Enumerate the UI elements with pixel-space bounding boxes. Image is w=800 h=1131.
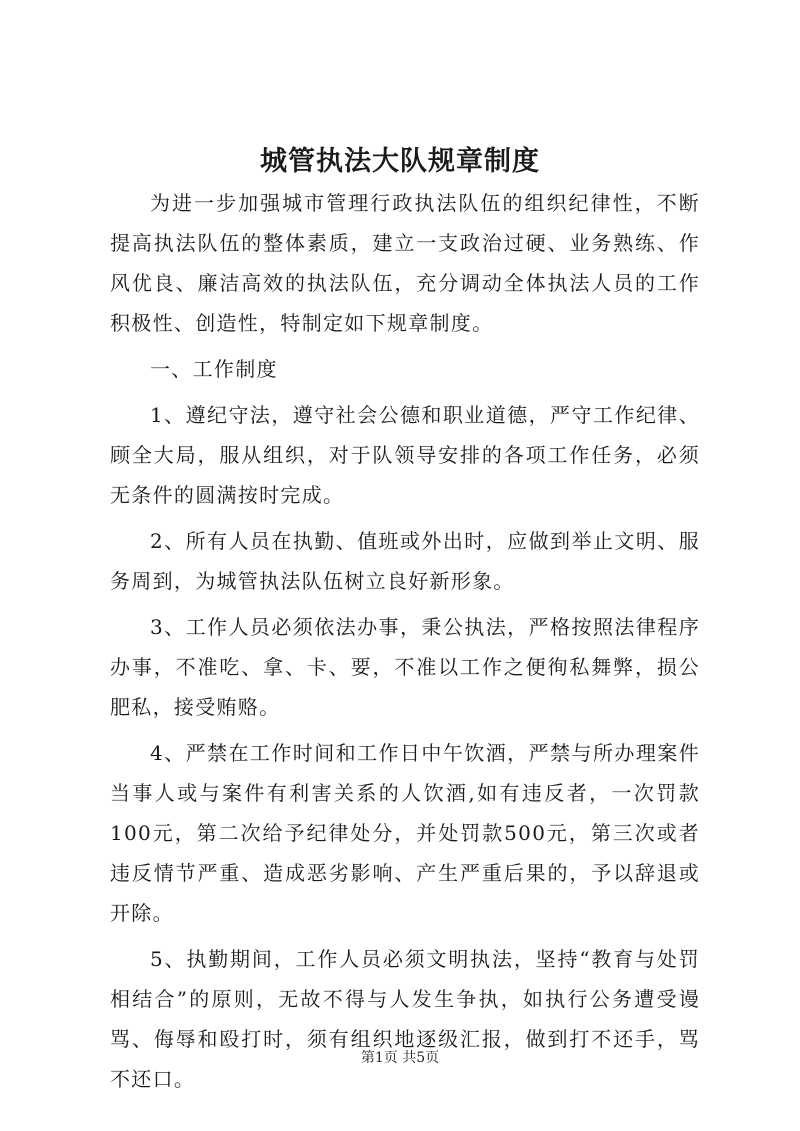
document-body [110,183,700,1105]
rule-2-paragraph: 2、所有人员在执勤、值班或外出时，应做到举止文明、服务周到，为城管执法队伍树立良好新形象。 [110,529,700,593]
page-footer: 第1页 共5页 [360,1050,440,1066]
intro-paragraph: 为进一步加强城市管理行政执法队伍的组织纪律性，不断提高执法队伍的整体素质，建立一支政治过硬、业务熟练、作风优良、廉洁高效的执法队伍，充分调动全体执法人员的工作积极性、创造性，特制定如下规章制度。 [110,191,700,335]
rule-5-paragraph: 5、执勤期间，工作人员必须文明执法，坚持“教育与处罚相结合”的原则，无故不得与人发生争执，如执行公务遭受谩骂、侮辱和殴打时，须有组织地逐级汇报，做到打不还手，骂不还口。 [110,947,700,1091]
document-title: 城管执法大队规章制度 [260,146,540,177]
rule-4-paragraph: 4、严禁在工作时间和工作日中午饮酒，严禁与所办理案件当事人或与案件有利害关系的人饮酒,如有违反者，一次罚款100元，第二次给予纪律处分，并处罚款500元，第三次或者违反情节严重、造成恶劣影响、产生严重后果的，予以辞退或开除。 [110,741,700,925]
section-heading: 一、工作制度 [150,357,278,381]
rule-1-paragraph: 1、遵纪守法，遵守社会公德和职业道德，严守工作纪律、顾全大局，服从组织，对于队领导安排的各项工作任务，必须无条件的圆满按时完成。 [110,403,700,507]
rule-3-paragraph: 3、工作人员必须依法办事，秉公执法，严格按照法律程序办事，不准吃、拿、卡、要，不准以工作之便徇私舞弊，损公肥私，接受贿赂。 [110,615,700,719]
